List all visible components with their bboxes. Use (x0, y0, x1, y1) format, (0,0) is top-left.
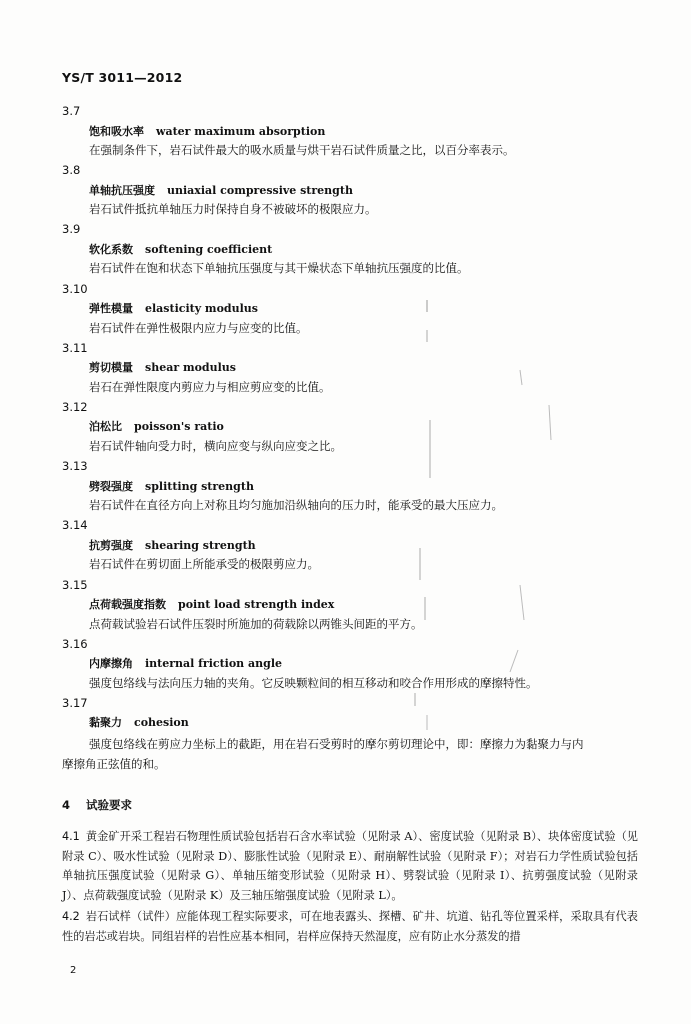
term-entry (62, 695, 642, 771)
term-title (62, 655, 642, 675)
clause-number: 4.2 (62, 910, 80, 923)
clause-4-1 (62, 827, 638, 905)
term-title (62, 182, 642, 202)
clause-4-2 (62, 907, 638, 946)
clause-text: 岩石试样（试件）应能体现工程实际要求，可在地表露头、探槽、矿井、坑道、钻孔等位置采样，采取具有代表性的岩芯或岩块。同组岩样的岩性应基本相同，岩样应保持天然湿度，应有防止水分蒸发的措 (62, 910, 638, 943)
term-definition: 岩石试件在直径方向上对称且均匀施加沿纵轴向的压力时，能承受的最大压应力。 (89, 498, 503, 513)
term-en: elasticity modulus (145, 302, 258, 316)
section-title: 试验要求 (86, 798, 133, 812)
term-definition: 点荷载试验岩石试件压裂时所施加的荷载除以两锥头间距的平方。 (89, 616, 423, 631)
term-en: shearing strength (145, 538, 256, 552)
term-number: 3.8 (62, 163, 81, 178)
term-number: 3.10 (62, 281, 88, 296)
clause-text: 黄金矿开采工程岩石物理性质试验包括岩石含水率试验（见附录 A）、密度试验（见附录 B）、块体密度试验（见附录 C）、吸水性试验（见附录 D）、膨胀性试验（见附录 E）、耐崩解性试验（见附录 F）；对岩石力学性质试验包括单轴抗压强度试验（见附录 G）、单轴压缩变形试验（见附录 H）、劈裂试验（见附录 I）、抗剪强度试验（见附录 J）、点荷载强度试验（见附录 K）及三轴压缩强度试验（见附录 L）。 (62, 830, 638, 902)
term-title (62, 359, 642, 379)
term-entry (62, 636, 642, 695)
term-definition: 岩石试件抵抗单轴压力时保持自身不被破坏的极限应力。 (89, 202, 377, 217)
term-cn: 饱和吸水率 (89, 124, 144, 138)
term-number: 3.9 (62, 222, 81, 237)
term-definition: 岩石在弹性限度内剪应力与相应剪应变的比值。 (89, 379, 331, 394)
term-entry (62, 103, 642, 162)
standard-code-header: YS/T 3011—2012 (62, 70, 183, 85)
term-entry (62, 340, 642, 399)
term-cn: 弹性模量 (89, 302, 133, 316)
term-title (62, 241, 642, 261)
term-cn: 剪切模量 (89, 361, 133, 375)
term-cn: 黏聚力 (89, 716, 122, 730)
term-en: point load strength index (178, 598, 335, 611)
term-number: 3.16 (62, 636, 88, 651)
term-entry (62, 577, 642, 636)
term-en: water maximum absorption (156, 124, 326, 138)
term-en: uniaxial compressive strength (167, 183, 353, 197)
term-definition: 强度包络线与法向压力轴的夹角。它反映颗粒间的相互移动和咬合作用形成的摩擦特性。 (89, 675, 538, 690)
term-en: softening coefficient (145, 242, 273, 256)
term-cn: 单轴抗压强度 (89, 183, 155, 197)
term-title (62, 123, 642, 143)
term-number: 3.11 (62, 340, 88, 355)
section-number: 4 (62, 798, 71, 812)
term-cn: 软化系数 (89, 242, 133, 256)
term-en: internal friction angle (145, 657, 283, 671)
term-number: 3.17 (62, 695, 88, 710)
term-entry (62, 221, 642, 280)
term-entry (62, 517, 642, 576)
term-number: 3.7 (62, 104, 81, 118)
term-definition-line: 强度包络线在剪应力坐标上的截距，用在岩石受剪时的摩尔剪切理论中，即：摩擦力为黏聚力与内 (89, 736, 584, 751)
term-title (62, 596, 642, 616)
term-title (62, 418, 642, 438)
term-title (62, 537, 642, 557)
term-title (62, 714, 642, 734)
term-number: 3.14 (62, 518, 88, 533)
term-definition: 岩石试件在饱和状态下单轴抗压强度与其干燥状态下单轴抗压强度的比值。 (89, 261, 469, 276)
term-number: 3.15 (62, 577, 88, 592)
term-en: cohesion (134, 716, 189, 730)
term-definition: 在强制条件下，岩石试件最大的吸水质量与烘干岩石试件质量之比，以百分率表示。 (89, 143, 515, 157)
page-number: 2 (70, 965, 77, 976)
term-cn: 点荷载强度指数 (89, 598, 166, 611)
term-en: poisson's ratio (134, 420, 224, 434)
term-number: 3.12 (62, 399, 88, 414)
section-heading (62, 797, 132, 813)
term-definition: 岩石试件在弹性极限内应力与应变的比值。 (89, 320, 308, 335)
term-number: 3.13 (62, 459, 88, 474)
term-definition-line: 摩擦角正弦值的和。 (62, 756, 166, 771)
term-definition: 岩石试件在剪切面上所能承受的极限剪应力。 (89, 557, 319, 572)
term-cn: 泊松比 (89, 420, 122, 434)
term-title (62, 300, 642, 320)
term-entry (62, 458, 642, 517)
terms-list (62, 103, 642, 771)
term-cn: 抗剪强度 (89, 538, 133, 552)
term-title (62, 478, 642, 498)
term-definition: 岩石试件轴向受力时，横向应变与纵向应变之比。 (89, 438, 342, 453)
term-entry (62, 162, 642, 221)
term-cn: 劈裂强度 (89, 479, 133, 493)
term-entry (62, 399, 642, 458)
clause-number: 4.1 (62, 830, 80, 843)
term-cn: 内摩擦角 (89, 657, 133, 671)
term-en: splitting strength (145, 479, 254, 493)
term-en: shear modulus (145, 361, 236, 375)
term-entry (62, 281, 642, 340)
term-definition (62, 734, 637, 774)
